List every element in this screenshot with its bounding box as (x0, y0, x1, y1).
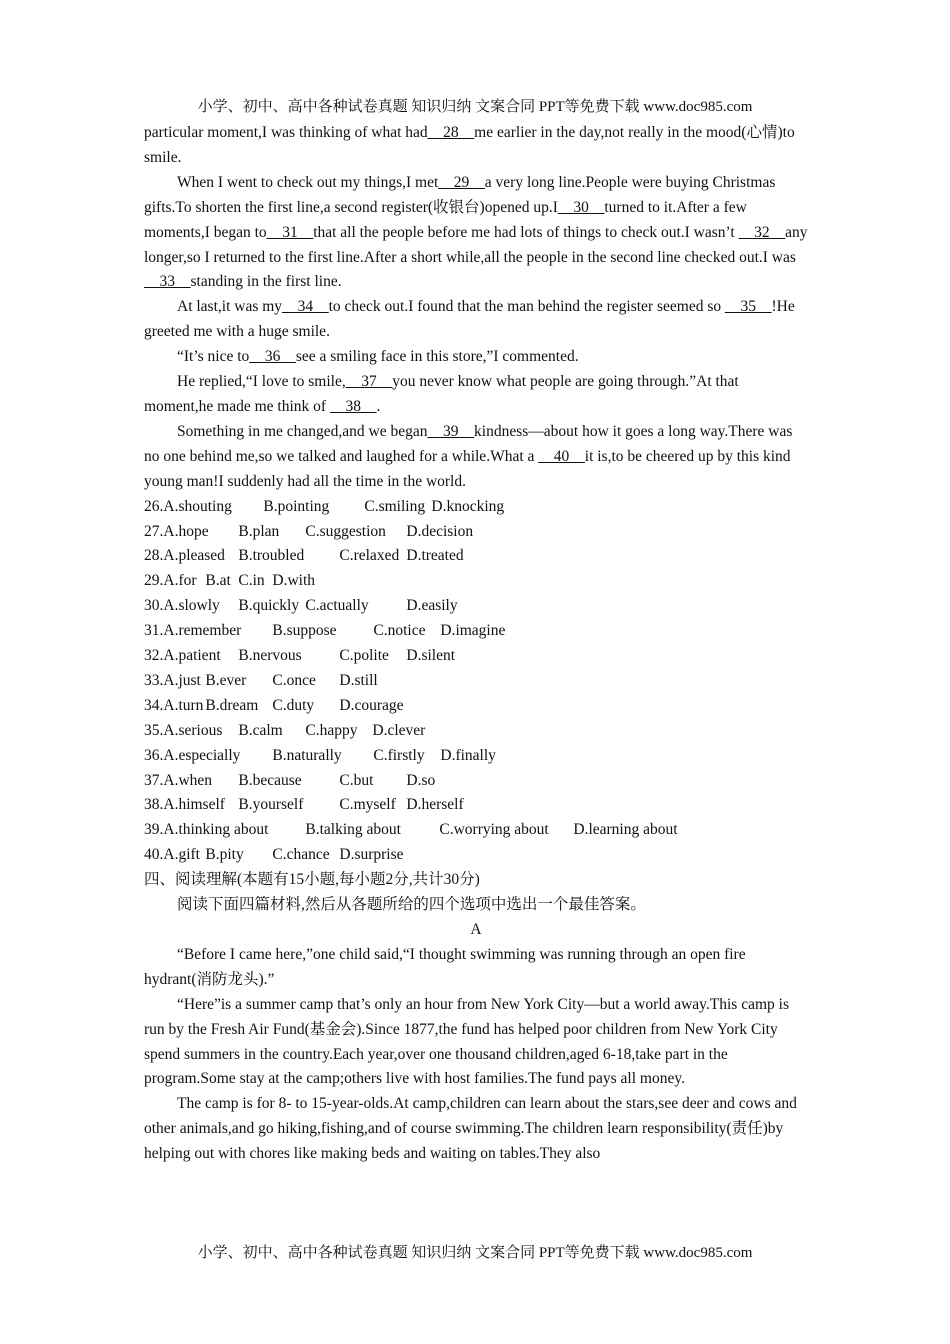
option-row: 31. A.remember B.suppose C.notice D.imagine (144, 622, 506, 640)
option-row: 26. A.shouting B.pointing C.smiling D.knocking (144, 497, 505, 515)
blank-39: __39__ (427, 422, 475, 440)
reading-paragraph-1: “Before I came here,”one child said,“I thought swimming was running through an open fire hydrant(消防龙头).” (144, 945, 746, 988)
option-row: 32. A.patient B.nervous C.polite D.silent (144, 647, 456, 665)
option-row: 33. A.just B.ever C.once D.still (144, 671, 378, 689)
option-row: 35. A.serious B.calm C.happy D.clever (144, 721, 426, 739)
section-title: 四、阅读理解(本题有15小题,每小题2分,共计30分) (144, 871, 480, 889)
blank-36: __36__ (249, 348, 296, 366)
blank-33: __33__ (144, 273, 191, 291)
option-row: 36. A.especially B.naturally C.firstly D.finally (144, 746, 496, 764)
page-content (144, 121, 808, 1167)
blank-32: __32__ (738, 223, 786, 241)
section-instruction: 阅读下面四篇材料,然后从各题所给的四个选项中选出一个最佳答案。 (177, 896, 646, 914)
blank-35: __35__ (725, 298, 772, 316)
option-row: 40. A.gift B.pity C.chance D.surprise (144, 846, 404, 864)
blank-30: __30__ (557, 198, 605, 216)
blank-37: __37__ (345, 373, 393, 391)
blank-38: __38__ (329, 397, 377, 415)
option-row: 28. A.pleased B.troubled C.relaxed D.treated (144, 547, 464, 565)
option-row: 30. A.slowly B.quickly C.actually D.easily (144, 597, 458, 615)
option-row: 38. A.himself B.yourself C.myself D.herself (144, 796, 464, 814)
reading-paragraph-3: The camp is for 8- to 15-year-olds.At camp,children can learn about the stars,see deer and cows and other animals,and go hiking,fishing,and of course swimming.The children learn responsibility(责任)by helping out with chores like making beds and waiting on tables.They also (144, 1095, 797, 1163)
reading-paragraph-2: “Here”is a summer camp that’s only an hour from New York City—but a world away.This camp is run by the Fresh Air Fund(基金会).Since 1877,the fund has helped poor children from New York City spend summers in the country.Each year,over one thousand children,aged 6-18,take part in the program.Some stay at the camp;others live with host families.The fund pays all money. (144, 995, 789, 1088)
passage-paragraph-1: particular moment,I was thinking of what had__28__me earlier in the day,not really in the mood(心情)to smile. (144, 124, 795, 166)
options-list (144, 495, 808, 869)
page-header: 小学、初中、高中各种试卷真题 知识归纳 文案合同 PPT等免费下载 www.doc985.com (197, 99, 753, 115)
passage-paragraph-3: At last,it was my__34__to check out.I found that the man behind the register seemed so __35__!He greeted me with a huge smile. (144, 298, 795, 341)
passage-paragraph-4: “It’s nice to__36__see a smiling face in this store,”I commented. (177, 348, 579, 366)
passage-letter: A (470, 921, 482, 938)
passage-paragraph-5: He replied,“I love to smile,__37__you never know what people are going through.”At that moment,he made me think of __38__. (144, 373, 739, 415)
passage-paragraph-6: Something in me changed,and we began__39__kindness—about how it goes a long way.There was no one behind me,so we talked and laughed for a while.What a __40__it is,to be cheered up by this kind young man!I suddenly had all the time in the world. (144, 422, 793, 490)
option-row: 29. A.for B.at C.in D.with (144, 572, 315, 590)
blank-29: __29__ (438, 173, 485, 191)
page-footer: 小学、初中、高中各种试卷真题 知识归纳 文案合同 PPT等免费下载 www.doc985.com (197, 1245, 753, 1261)
option-row: 27. A.hope B.plan C.suggestion D.decision (144, 522, 474, 540)
blank-34: __34__ (282, 298, 329, 316)
blank-40: __40__ (538, 447, 585, 465)
option-row: 34. A.turn B.dream C.duty D.courage (144, 696, 404, 714)
blank-31: __31__ (266, 223, 314, 241)
blank-28: __28__ (427, 124, 475, 141)
option-row: 37. A.when B.because C.but D.so (144, 771, 436, 789)
option-row: 39. A.thinking about B.talking about C.worrying about D.learning about (144, 821, 678, 839)
passage-paragraph-2: When I went to check out my things,I met__29__a very long line.People were buying Christmas gifts.To shorten the first line,a second register(收银台)opened up.I__30__turned to it.After a few moments,I began to__31__that all the people before me had lots of things to check out.I wasn’t __32__any longer,so I returned to the first line.After a short while,all the people in the second line checked out.I was __33__standing in the first line. (144, 173, 808, 291)
